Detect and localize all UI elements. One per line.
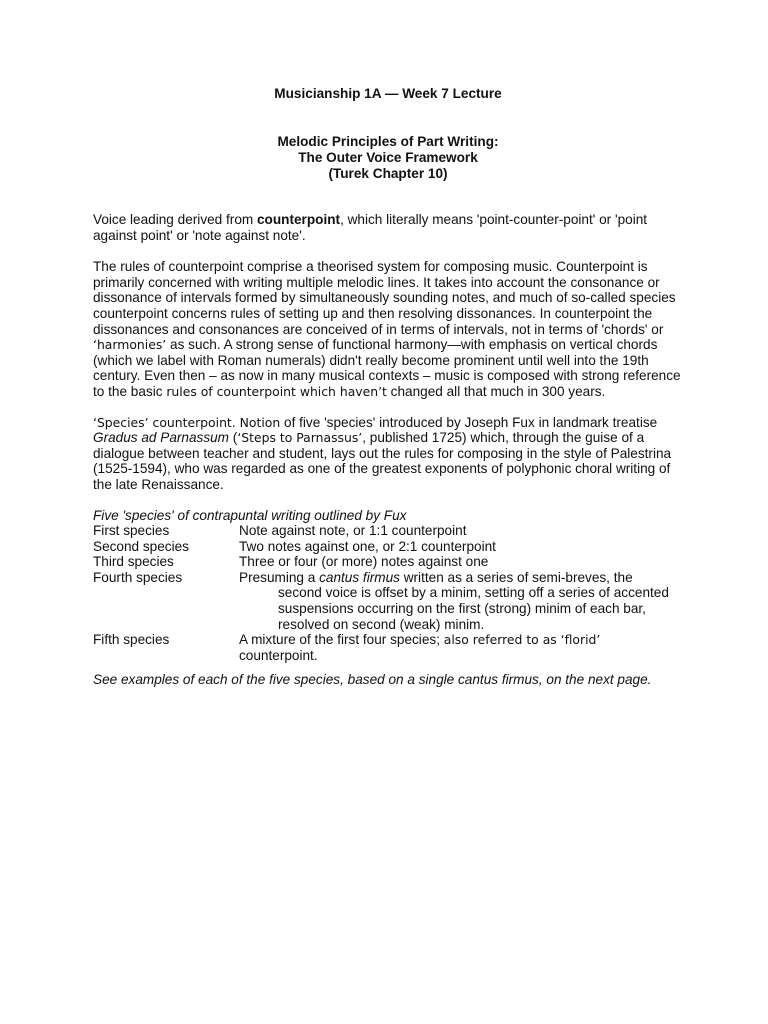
course-title: Musicianship 1A — Week 7 Lecture xyxy=(274,86,502,101)
intro-text: , which literally means 'point-counter-point' or 'point against point' or 'note against note'. xyxy=(93,212,648,243)
species-name: Third species xyxy=(93,554,174,570)
species-row xyxy=(93,554,683,570)
species-row xyxy=(93,523,683,539)
fux-text: ‘Steps to Parnassus’ xyxy=(237,430,363,446)
rules-text: rules of counterpoint which haven’t xyxy=(166,383,387,399)
footer-note: See examples of each of the five species, based on a single cantus firmus, on the next page. xyxy=(93,672,652,688)
species-desc-text: Presuming a xyxy=(239,569,320,585)
species-row xyxy=(93,632,683,663)
species-row xyxy=(93,570,683,632)
species-name: Fifth species xyxy=(93,632,170,648)
species-desc-text: A mixture of the first four species; xyxy=(239,632,444,648)
rules-paragraph xyxy=(93,259,683,399)
species-desc-line: counterpoint. xyxy=(239,647,318,663)
subtitle-line: Melodic Principles of Part Writing: xyxy=(277,134,499,149)
subtitle-line: The Outer Voice Framework xyxy=(298,150,478,165)
document-page xyxy=(93,86,683,688)
species-name: First species xyxy=(93,523,170,539)
fux-text: ( xyxy=(229,430,238,446)
fux-text: , published 1725) which, through the guise of a dialogue between teacher and student, lays out the rules for composing in the style of Palestrina (1525-1594), who was regarded as one of the greatest exponents of polyphonic choral writing of the late Renaissance. xyxy=(93,430,672,492)
intro-bold-term: counterpoint xyxy=(256,212,341,227)
species-heading: Five 'species' of contrapuntal writing outlined by Fux xyxy=(93,507,407,523)
species-desc xyxy=(239,570,683,632)
species-name: Fourth species xyxy=(93,569,183,585)
species-desc: Three or four (or more) notes against one xyxy=(239,554,489,570)
treatise-title: Gradus ad Parnassum xyxy=(93,430,230,446)
fux-paragraph xyxy=(93,415,683,493)
species-name: Second species xyxy=(93,538,189,554)
species-desc-line xyxy=(239,632,683,648)
intro-paragraph xyxy=(93,212,683,243)
rules-text: The rules of counterpoint comprise a theorised system for composing music. Counterpoint is primarily concerned with writing multiple melodic lines. It takes into account the consonance or dissonance of intervals formed by simultaneously sounding notes, and much of so-called species counterpoint concerns rules of setting up and then resolving dissonances. In counterpoint the dissonances and consonances are conceived of in terms of intervals, not in terms of 'chords' or xyxy=(93,259,676,337)
species-desc xyxy=(239,632,683,663)
species-desc-text: written as a series of semi-breves, the xyxy=(399,569,633,585)
fux-text: ‘Species’ counterpoint. Notion xyxy=(93,414,281,430)
species-desc-line xyxy=(239,570,683,586)
rules-text: ‘harmonies’ xyxy=(93,337,167,353)
fux-text: of five 'species' introduced by Joseph Fux in landmark treatise xyxy=(280,414,658,430)
species-desc: Two notes against one, or 2:1 counterpoint xyxy=(239,538,496,554)
species-desc: Note against note, or 1:1 counterpoint xyxy=(239,523,467,539)
lecture-subtitle xyxy=(93,134,683,182)
species-list xyxy=(93,523,683,663)
cantus-firmus-term: cantus firmus xyxy=(319,569,400,585)
rules-text: changed all that much in 300 years. xyxy=(386,383,606,399)
species-desc-continuation: second voice is offset by a minim, setting off a series of accented suspensions occurring on the first (strong) minim of each bar, resolved on second (weak) minim. xyxy=(278,585,669,632)
species-desc-text: also referred to as ‘florid’ xyxy=(443,632,601,648)
species-row xyxy=(93,539,683,555)
subtitle-line: (Turek Chapter 10) xyxy=(328,166,448,181)
rules-text: as such. A strong sense of functional harmony—with emphasis on vertical chords (which we label with Roman numerals) didn't really become prominent until well into the 19th century. Even then – as now in many musical contexts – music is composed with strong reference to the basic xyxy=(93,337,681,399)
intro-text: Voice leading derived from xyxy=(93,212,257,227)
